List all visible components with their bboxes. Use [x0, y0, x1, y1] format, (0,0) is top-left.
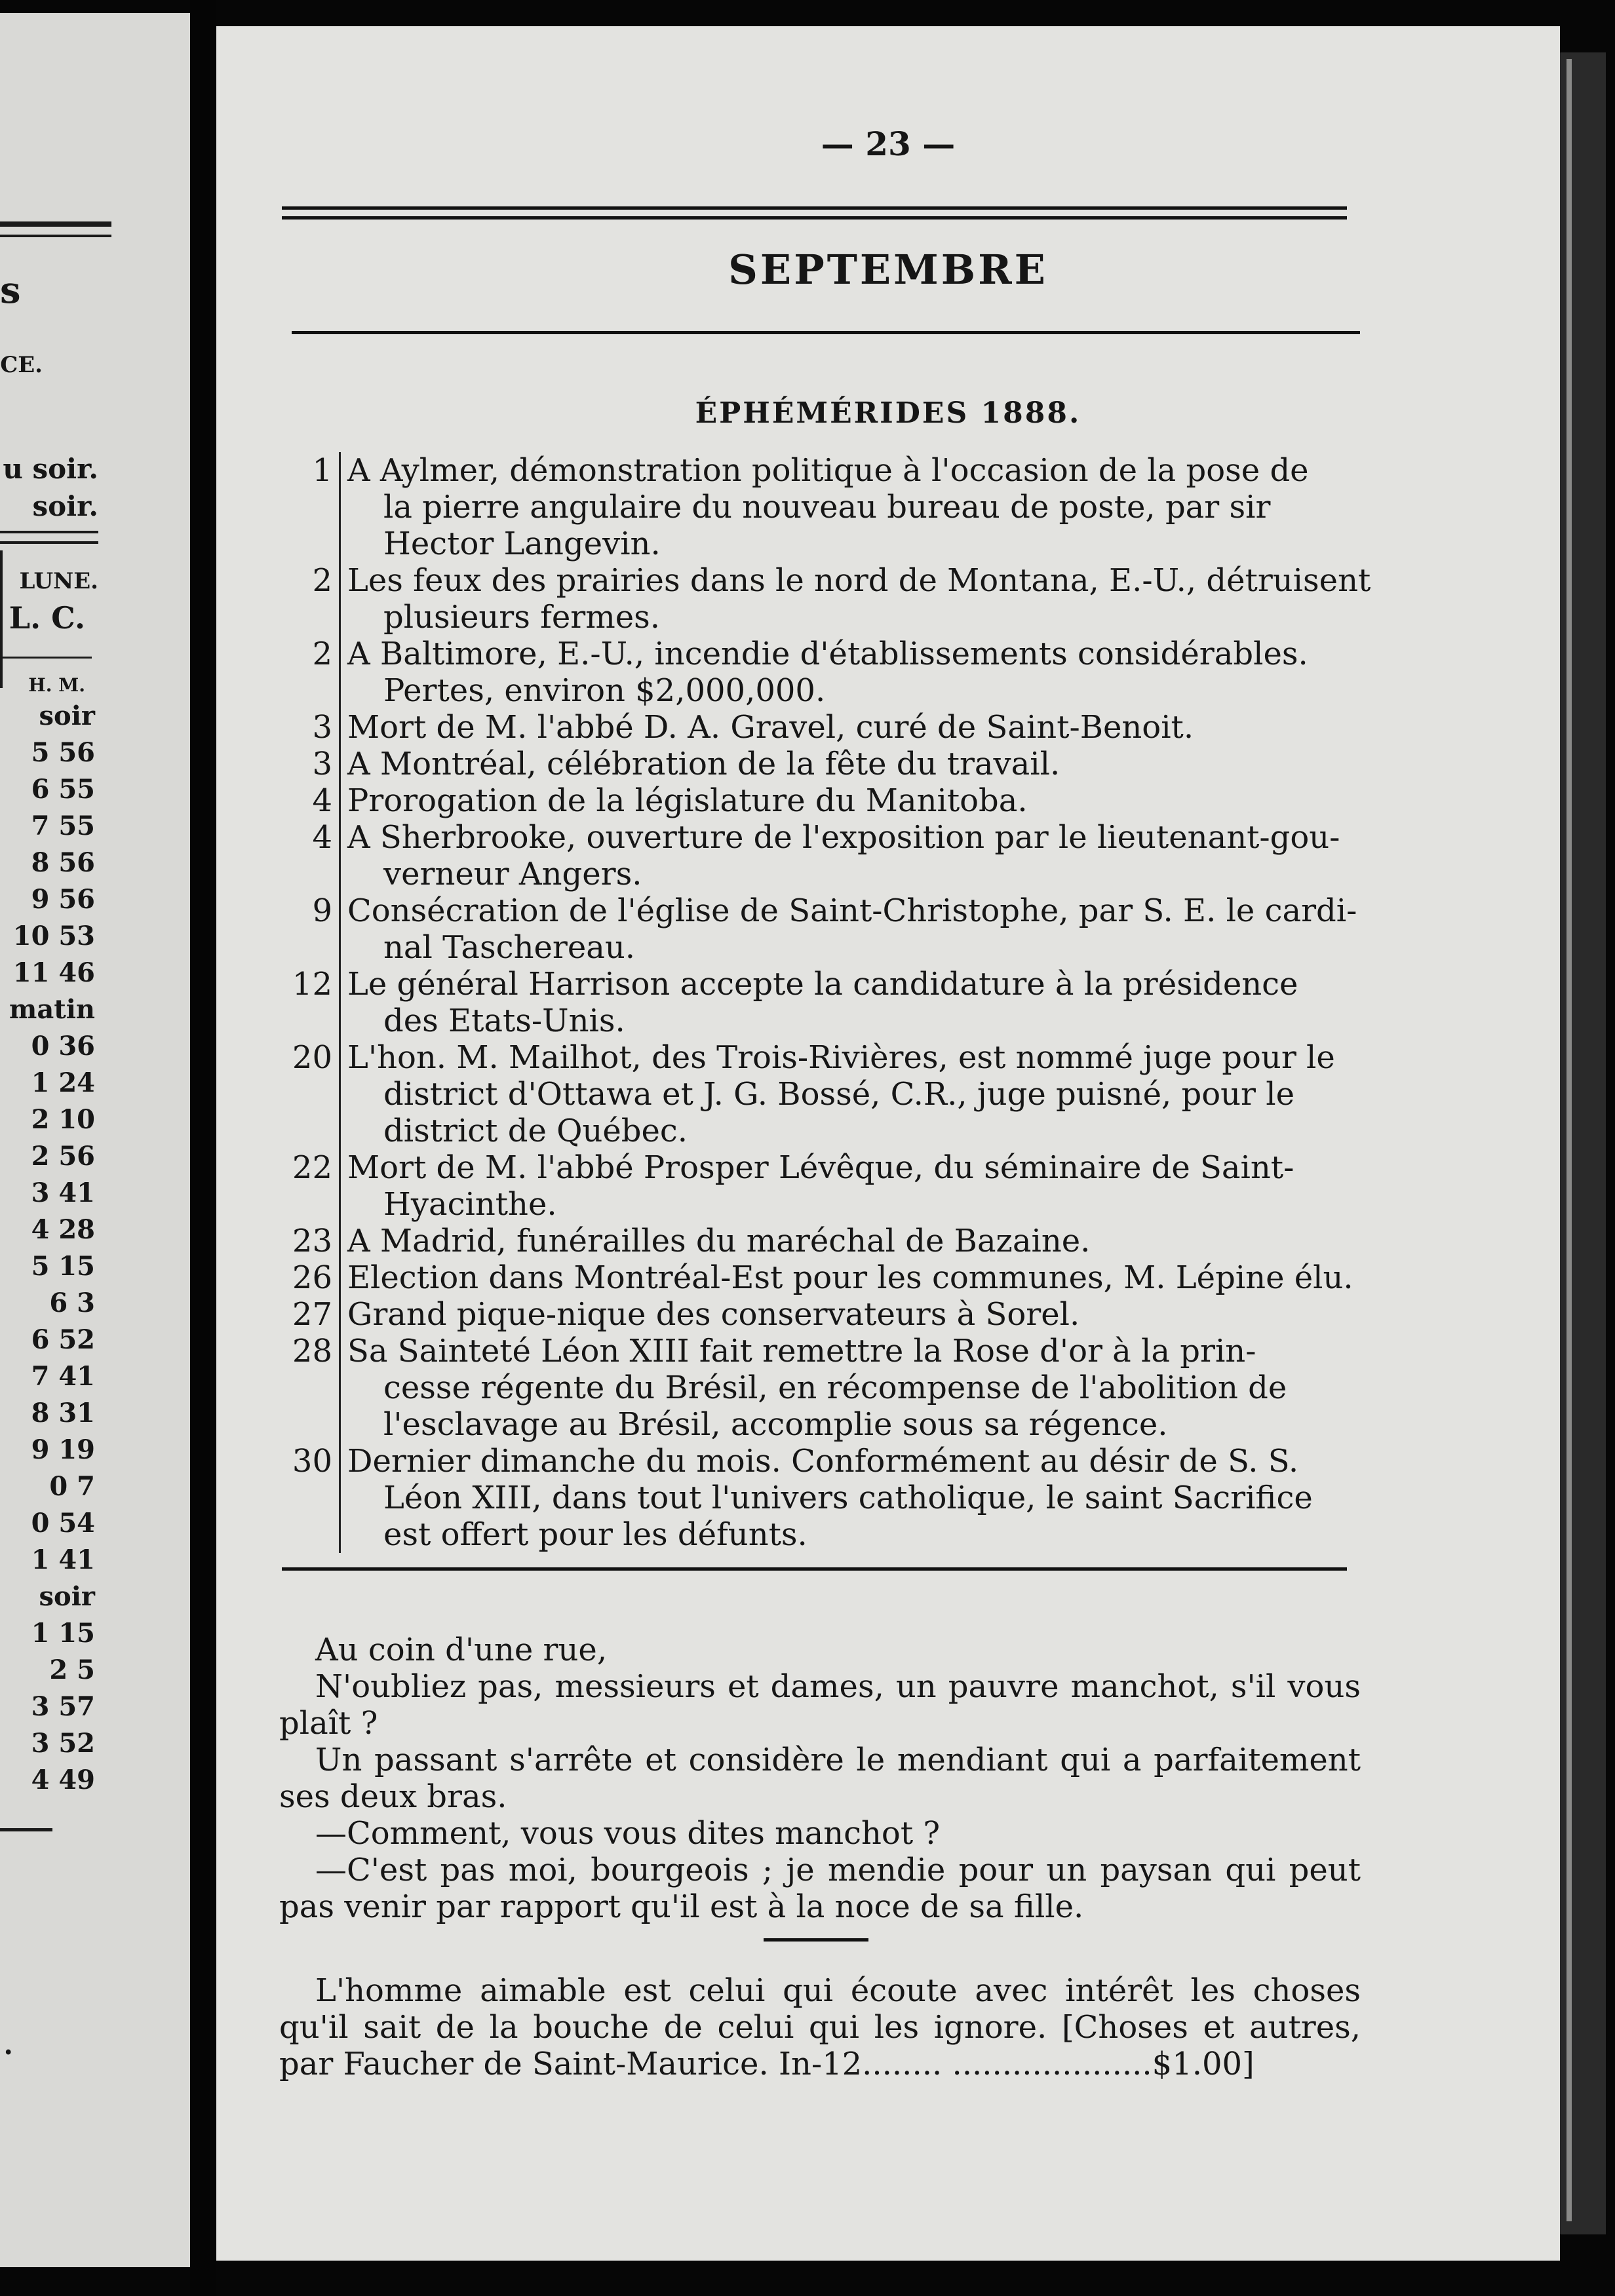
entry-line: cesse régente du Brésil, en récompense de l'abolition de [383, 1369, 1287, 1406]
quote [279, 1972, 1361, 2082]
entry-day: 27 [262, 1296, 341, 1333]
left-time: 8 31 [31, 1398, 95, 1428]
entry-line: Mort de M. l'abbé Prosper Lévêque, du séminaire de Saint- [347, 1149, 1294, 1186]
entry-line: la pierre angulaire du nouveau bureau de poste, par sir [383, 489, 1271, 526]
entry-line: Hector Langevin. [383, 526, 661, 562]
left-time: 3 52 [31, 1728, 95, 1759]
entry-line: Léon XIII, dans tout l'univers catholique, le saint Sacrifice [383, 1480, 1313, 1516]
left-time: 3 57 [31, 1691, 95, 1722]
left-time: 2 10 [31, 1104, 95, 1135]
entry-line: plusieurs fermes. [383, 599, 661, 636]
entry-line: district de Québec. [383, 1113, 688, 1149]
left-time: 5 56 [31, 737, 95, 768]
left-time: 1 15 [31, 1618, 95, 1649]
entry-day: 28 [262, 1333, 341, 1443]
anecdote-line: Un passant s'arrête et considère le mendiant qui a parfaitement ses deux bras. [279, 1742, 1361, 1815]
left-rule [0, 657, 92, 659]
entry-day: 1 [262, 452, 341, 562]
entry-day: 4 [262, 819, 341, 892]
left-time: 0 36 [31, 1031, 95, 1062]
entry-line: A Aylmer, démonstration politique à l'occasion de la pose de [347, 452, 1309, 489]
anecdote-line: Au coin d'une rue, [315, 1632, 608, 1668]
left-line-fragment: soir. [32, 490, 98, 522]
entry-line: Prorogation de la législature du Manitoba. [347, 782, 1028, 819]
header-double-rule [282, 216, 1347, 220]
left-time: 4 49 [31, 1765, 95, 1795]
anecdote [279, 1632, 1361, 1925]
left-time: 0 7 [49, 1471, 95, 1502]
left-rule [0, 1828, 52, 1831]
list-item [262, 1296, 1390, 1333]
left-time: 9 56 [31, 884, 95, 915]
entry-line: Le général Harrison accepte la candidature à la présidence [347, 966, 1298, 1003]
title-rule [292, 331, 1360, 334]
left-rule [0, 541, 98, 544]
left-time: 7 41 [31, 1361, 95, 1392]
entry-day: 30 [262, 1443, 341, 1553]
anecdote-line: N'oubliez pas, messieurs et dames, un pauvre manchot, s'il vous plaît ? [279, 1668, 1361, 1742]
entry-line: l'esclavage au Brésil, accomplie sous sa régence. [383, 1406, 1168, 1443]
entry-line: Les feux des prairies dans le nord de Montana, E.-U., détruisent [347, 562, 1371, 599]
list-item [262, 1333, 1390, 1443]
list-item [262, 1259, 1390, 1296]
entry-day: 2 [262, 562, 341, 636]
entry-line: Sa Sainteté Léon XIII fait remettre la Rose d'or à la prin- [347, 1333, 1256, 1369]
entry-line: Election dans Montréal-Est pour les communes, M. Lépine élu. [347, 1259, 1353, 1296]
left-time: 4 28 [31, 1214, 95, 1245]
list-item [262, 892, 1390, 966]
entry-line: Pertes, environ $2,000,000. [383, 672, 826, 709]
page-number: — 23 — [821, 124, 956, 163]
entry-day: 26 [262, 1259, 341, 1296]
left-time: 1 24 [31, 1067, 95, 1098]
left-time: 6 52 [31, 1324, 95, 1355]
entry-line: nal Taschereau. [383, 929, 636, 966]
left-rule [0, 221, 111, 227]
entry-line: A Sherbrooke, ouverture de l'exposition par le lieutenant-gou- [347, 819, 1340, 856]
ephemerides-list [262, 452, 1390, 1553]
left-times-column [0, 698, 95, 1799]
left-time: 9 19 [31, 1434, 95, 1465]
left-column-subheading: L. C. [9, 600, 85, 636]
left-time: 0 54 [31, 1508, 95, 1539]
left-time: matin [9, 994, 95, 1025]
left-time: 6 3 [49, 1288, 95, 1318]
left-time: 7 55 [31, 811, 95, 841]
anecdote-line: —C'est pas moi, bourgeois ; je mendie pour un paysan qui peut pas venir par rapport qu'il est à la noce de sa fille. [279, 1852, 1361, 1925]
entry-day: 20 [262, 1039, 341, 1149]
left-bottom-fragment: . [3, 2029, 13, 2061]
list-item [262, 966, 1390, 1039]
entry-line: L'hon. M. Mailhot, des Trois-Rivières, est nommé juge pour le [347, 1039, 1335, 1076]
entry-line: Mort de M. l'abbé D. A. Gravel, curé de Saint-Benoit. [347, 709, 1194, 746]
list-item [262, 746, 1390, 782]
left-column-heading: LUNE. [19, 568, 98, 594]
entry-line: Grand pique-nique des conservateurs à Sorel. [347, 1296, 1080, 1333]
left-rule [0, 531, 98, 533]
left-page-fragment [0, 13, 190, 2267]
left-rule [0, 235, 111, 237]
almanac-page [216, 26, 1560, 2261]
entry-day: 4 [262, 782, 341, 819]
list-item [262, 782, 1390, 819]
list-item [262, 1223, 1390, 1259]
entry-day: 12 [262, 966, 341, 1039]
entry-line: Consécration de l'église de Saint-Christophe, par S. E. le cardi- [347, 892, 1357, 929]
left-column-units: H. M. [28, 674, 85, 696]
left-time: 6 55 [31, 774, 95, 805]
list-item [262, 709, 1390, 746]
entry-day: 22 [262, 1149, 341, 1223]
page-title: SEPTEMBRE [728, 246, 1048, 294]
quote-text: L'homme aimable est celui qui écoute avec intérêt les choses qu'il sait de la bouche de celui qui les ignore. [Choses et autres, par Faucher de Saint-Maurice. In-12........ ....................$1.00] [279, 1972, 1361, 2082]
left-time: 5 15 [31, 1251, 95, 1282]
list-item [262, 452, 1390, 562]
entry-line: A Montréal, célébration de la fête du travail. [347, 746, 1060, 782]
book-gutter [190, 0, 216, 2296]
left-line-fragment: u soir. [3, 453, 98, 485]
entry-line: Hyacinthe. [383, 1186, 557, 1223]
list-item [262, 1443, 1390, 1553]
entry-day: 3 [262, 746, 341, 782]
page-edge [1566, 59, 1572, 2221]
entry-line: A Baltimore, E.-U., incendie d'établissements considérables. [347, 636, 1308, 672]
left-time: 8 56 [31, 847, 95, 878]
section-subtitle: ÉPHÉMÉRIDES 1888. [695, 396, 1081, 430]
entry-day: 23 [262, 1223, 341, 1259]
left-time: 10 53 [12, 921, 95, 951]
list-item [262, 1039, 1390, 1149]
left-time: 3 41 [31, 1177, 95, 1208]
left-label-fragment: CE. [0, 352, 43, 378]
entry-line: verneur Angers. [383, 856, 642, 892]
entry-day: 2 [262, 636, 341, 709]
left-time: 11 46 [12, 957, 95, 988]
left-time: 2 5 [49, 1655, 95, 1685]
short-rule [764, 1938, 868, 1942]
entry-line: est offert pour les défunts. [383, 1516, 808, 1553]
entry-day: 3 [262, 709, 341, 746]
left-time: soir [39, 700, 95, 731]
left-heading-fragment: s [0, 269, 21, 312]
entry-day: 9 [262, 892, 341, 966]
entry-line: A Madrid, funérailles du maréchal de Bazaine. [347, 1223, 1091, 1259]
list-item [262, 1149, 1390, 1223]
list-item [262, 636, 1390, 709]
left-time: 1 41 [31, 1544, 95, 1575]
section-rule [282, 1567, 1347, 1571]
left-time: 2 56 [31, 1141, 95, 1172]
left-time: soir [39, 1581, 95, 1612]
anecdote-line: —Comment, vous vous dites manchot ? [315, 1815, 941, 1852]
entry-line: Dernier dimanche du mois. Conformément au désir de S. S. [347, 1443, 1299, 1480]
list-item [262, 819, 1390, 892]
entry-line: district d'Ottawa et J. G. Bossé, C.R., juge puisné, pour le [383, 1076, 1294, 1113]
header-double-rule [282, 206, 1347, 210]
entry-line: des Etats-Unis. [383, 1003, 625, 1039]
list-item [262, 562, 1390, 636]
